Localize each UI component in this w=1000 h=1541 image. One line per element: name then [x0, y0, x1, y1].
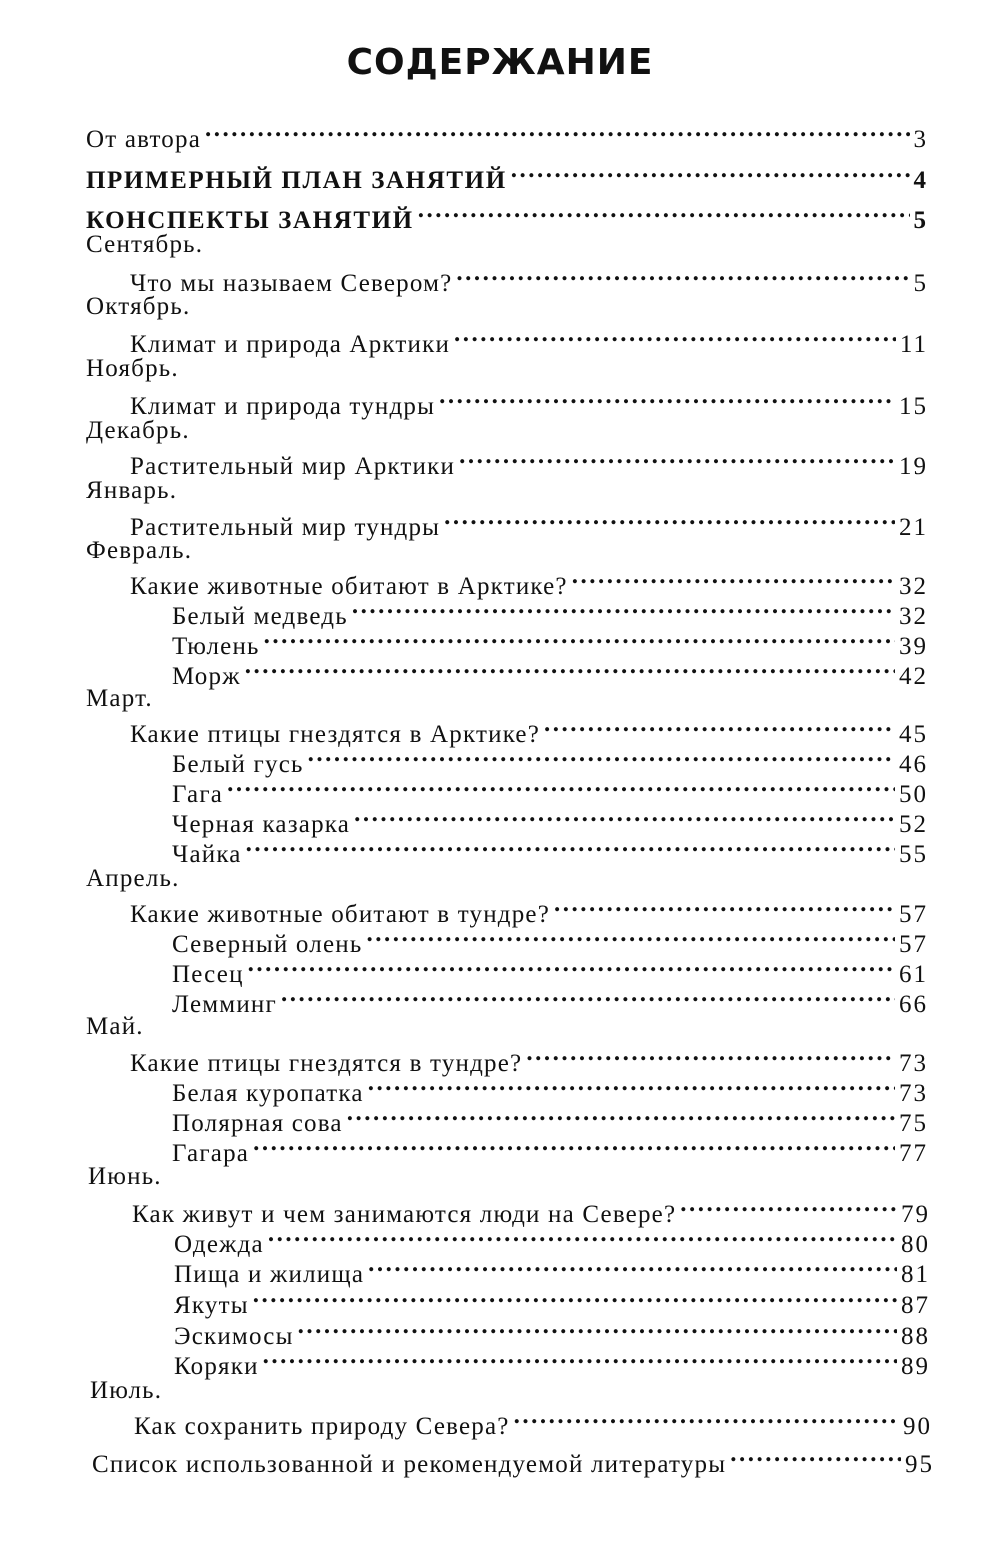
toc-entry[interactable]	[172, 624, 928, 660]
month-heading: Июнь.	[88, 1163, 162, 1190]
toc-page-number: 50	[899, 781, 928, 808]
toc-entry-label: Гагара	[172, 1140, 250, 1167]
toc-page-number: 19	[899, 453, 928, 480]
toc-entry-label: Лемминг	[172, 991, 277, 1018]
leader-dots	[456, 261, 909, 291]
leader-dots	[366, 922, 895, 952]
month-heading: Апрель.	[86, 865, 180, 892]
toc-page-number: 66	[899, 991, 928, 1018]
toc-entry[interactable]	[132, 1192, 930, 1228]
leader-dots	[245, 654, 895, 684]
toc-entry-label: Северный олень	[172, 931, 363, 958]
toc-entry-label: Одежда	[174, 1231, 264, 1258]
toc-page-number: 5	[913, 207, 928, 234]
toc-entry[interactable]	[172, 654, 928, 690]
toc-entry[interactable]	[172, 1101, 928, 1137]
toc-page-number: 52	[899, 811, 928, 838]
toc-entry[interactable]	[130, 444, 928, 480]
toc-entry[interactable]	[172, 982, 928, 1018]
toc-entry-label: Какие птицы гнездятся в Арктике?	[130, 721, 541, 748]
toc-entry-label: ПРИМЕРНЫЙ ПЛАН ЗАНЯТИЙ	[86, 167, 507, 194]
toc-entry-label: Песец	[172, 961, 244, 988]
toc-entry[interactable]	[172, 832, 928, 868]
toc-entry[interactable]	[174, 1252, 930, 1288]
leader-dots	[264, 624, 895, 654]
leader-dots	[730, 1442, 901, 1472]
toc-entry-label: Пища и жилища	[174, 1261, 365, 1288]
leader-dots	[439, 384, 895, 414]
leader-dots	[418, 198, 910, 228]
toc-entry-label: Белая куропатка	[172, 1080, 364, 1107]
toc-entry[interactable]	[130, 564, 928, 600]
toc-page-number: 88	[901, 1323, 930, 1350]
toc-entry-label: Какие птицы гнездятся в тундре?	[130, 1050, 523, 1077]
toc-page-number: 4	[913, 167, 928, 194]
leader-dots	[248, 952, 895, 982]
month-heading: Сентябрь.	[86, 231, 204, 258]
toc-page-number: 5	[913, 270, 928, 297]
toc-entry[interactable]	[172, 922, 928, 958]
leader-dots	[544, 712, 895, 742]
toc-entry[interactable]	[134, 1404, 932, 1440]
toc-entry[interactable]	[86, 198, 928, 234]
toc-entry[interactable]	[172, 742, 928, 778]
leader-dots	[368, 1071, 895, 1101]
toc-entry-label: Что мы называем Севером?	[130, 270, 453, 297]
toc-entry-label: Тюлень	[172, 633, 260, 660]
leader-dots	[368, 1252, 897, 1282]
toc-page-number: 15	[899, 393, 928, 420]
toc-page-number: 73	[899, 1080, 928, 1107]
toc-page-number: 45	[899, 721, 928, 748]
month-heading: Март.	[86, 685, 153, 712]
toc-page-number: 57	[899, 901, 928, 928]
leader-dots	[554, 892, 895, 922]
toc-entry[interactable]	[130, 384, 928, 420]
toc-page-number: 39	[899, 633, 928, 660]
toc-entry-label: Климат и природа Арктики	[130, 331, 451, 358]
toc-entry-label: Коряки	[174, 1353, 259, 1380]
toc-entry[interactable]	[174, 1344, 930, 1380]
leader-dots	[459, 444, 895, 474]
toc-entry-label: Чайка	[172, 841, 242, 868]
toc-entry[interactable]	[86, 117, 928, 153]
leader-dots	[308, 742, 895, 772]
toc-page-number: 3	[913, 126, 928, 153]
toc-page-number: 80	[901, 1231, 930, 1258]
toc-page-number: 57	[899, 931, 928, 958]
leader-dots	[298, 1314, 897, 1344]
toc-page-number: 81	[901, 1261, 930, 1288]
toc-entry-label: Белый медведь	[172, 603, 348, 630]
toc-page-number: 75	[899, 1110, 928, 1137]
toc-entry[interactable]	[172, 802, 928, 838]
toc-page-number: 90	[903, 1413, 932, 1440]
toc-entry[interactable]	[174, 1283, 930, 1319]
toc-entry-label: Климат и природа тундры	[130, 393, 436, 420]
toc-page-number: 55	[899, 841, 928, 868]
toc-entry-label: КОНСПЕКТЫ ЗАНЯТИЙ	[86, 207, 414, 234]
leader-dots	[281, 982, 895, 1012]
toc-page-number: 87	[901, 1292, 930, 1319]
leader-dots	[268, 1222, 897, 1252]
toc-entry-label: Якуты	[174, 1292, 249, 1319]
toc-entry[interactable]	[174, 1314, 930, 1350]
toc-entry[interactable]	[172, 1071, 928, 1107]
leader-dots	[227, 772, 895, 802]
toc-entry-label: Черная казарка	[172, 811, 351, 838]
toc-entry-label: Как сохранить природу Севера?	[134, 1413, 510, 1440]
toc-page-number: 61	[899, 961, 928, 988]
leader-dots	[680, 1192, 897, 1222]
toc-entry[interactable]	[130, 892, 928, 928]
toc-page-number: 77	[899, 1140, 928, 1167]
toc-entry-label: Эскимосы	[174, 1323, 294, 1350]
toc-page-number: 42	[899, 663, 928, 690]
toc-page-number: 46	[899, 751, 928, 778]
leader-dots	[354, 802, 895, 832]
toc-entry[interactable]	[172, 1131, 928, 1167]
toc-page-number: 32	[899, 573, 928, 600]
month-heading: Январь.	[86, 477, 178, 504]
leader-dots	[572, 564, 895, 594]
toc-entry[interactable]	[172, 952, 928, 988]
leader-dots	[253, 1283, 897, 1313]
toc-entry[interactable]	[130, 261, 928, 297]
toc-entry[interactable]	[130, 712, 928, 748]
toc-entry-label: Какие животные обитают в Арктике?	[130, 573, 568, 600]
page-title: СОДЕРЖАНИЕ	[346, 42, 654, 83]
toc-entry[interactable]	[86, 158, 928, 194]
leader-dots	[246, 832, 895, 862]
month-heading: Октябрь.	[86, 293, 191, 320]
toc-entry-label: Гага	[172, 781, 224, 808]
toc-entry[interactable]	[130, 1041, 928, 1077]
toc-entry-label: Растительный мир Арктики	[130, 453, 456, 480]
toc-entry[interactable]	[130, 505, 928, 541]
leader-dots	[205, 117, 910, 147]
leader-dots	[253, 1131, 895, 1161]
leader-dots	[526, 1041, 895, 1071]
toc-entry-label: Полярная сова	[172, 1110, 343, 1137]
month-heading: Декабрь.	[86, 417, 190, 444]
toc-entry-label: Какие животные обитают в тундре?	[130, 901, 551, 928]
leader-dots	[511, 158, 910, 188]
toc-page-number: 32	[899, 603, 928, 630]
toc-page-number: 95	[905, 1451, 934, 1478]
leader-dots	[514, 1404, 899, 1434]
leader-dots	[444, 505, 895, 535]
toc-page-number: 11	[899, 331, 928, 358]
toc-entry-label: Как живут и чем занимаются люди на Севере?	[132, 1201, 677, 1228]
leader-dots	[352, 594, 895, 624]
toc-entry-label: От автора	[86, 126, 201, 153]
toc-page-number: 73	[899, 1050, 928, 1077]
toc-entry-label: Список использованной и рекомендуемой литературы	[92, 1451, 727, 1478]
month-heading: Июль.	[90, 1377, 163, 1404]
month-heading: Ноябрь.	[86, 355, 179, 382]
toc-page-number: 21	[899, 514, 928, 541]
month-heading: Февраль.	[86, 537, 193, 564]
toc-page-number: 89	[901, 1353, 930, 1380]
toc-entry[interactable]	[172, 772, 928, 808]
toc-entry[interactable]	[172, 594, 928, 630]
leader-dots	[454, 322, 896, 352]
leader-dots	[347, 1101, 895, 1131]
toc-entry[interactable]	[130, 322, 928, 358]
leader-dots	[263, 1344, 897, 1374]
month-heading: Май.	[86, 1013, 144, 1040]
toc-entry[interactable]	[174, 1222, 930, 1258]
toc-page-number: 79	[901, 1201, 930, 1228]
toc-entry-label: Белый гусь	[172, 751, 304, 778]
toc-entry-label: Морж	[172, 663, 241, 690]
toc-entry-label: Растительный мир тундры	[130, 514, 441, 541]
toc-entry[interactable]	[92, 1442, 934, 1478]
